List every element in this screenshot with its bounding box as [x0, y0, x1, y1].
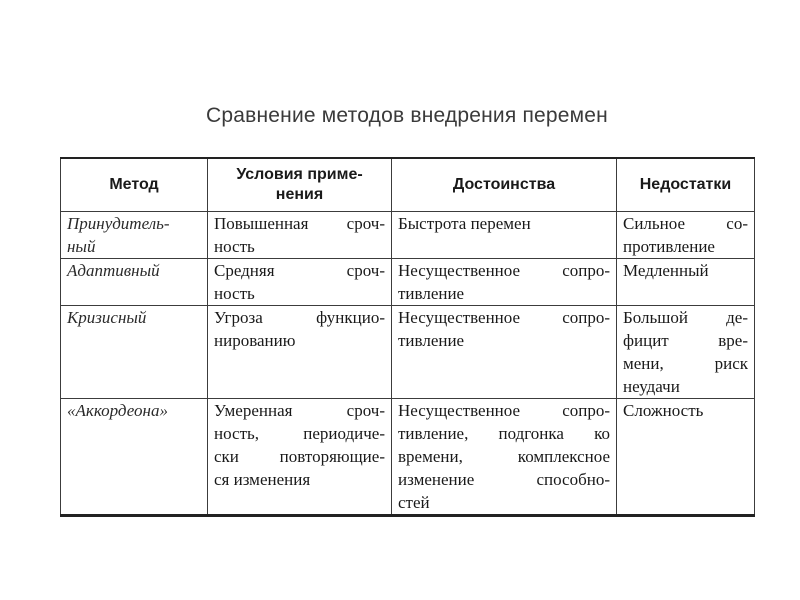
cell-disadvantages-line: неудачи — [623, 377, 680, 396]
cell-method — [61, 306, 208, 399]
cell-conditions-line: ность, периодиче- — [214, 424, 385, 443]
cell-method — [61, 212, 208, 259]
header-disadvantages — [617, 158, 755, 212]
cell-advantages-line: тивление, подгонка ко — [398, 424, 610, 443]
cell-conditions — [208, 306, 392, 399]
cell-advantages-line: Несущественное сопро- — [398, 261, 610, 280]
cell-advantages — [392, 399, 617, 516]
cell-method — [61, 259, 208, 306]
cell-conditions-line: нированию — [214, 331, 296, 350]
cell-advantages — [392, 259, 617, 306]
header-method-label: Метод — [109, 176, 159, 193]
cell-advantages-line: времени, комплексное — [398, 447, 610, 466]
cell-advantages-line: Быстрота перемен — [398, 214, 531, 233]
cell-disadvantages-line: фицит вре- — [623, 331, 748, 350]
cell-disadvantages — [617, 212, 755, 259]
cell-advantages-line: стей — [398, 493, 430, 512]
table-row — [61, 212, 755, 259]
cell-disadvantages — [617, 259, 755, 306]
cell-conditions-line: ность — [214, 284, 255, 303]
header-disadvantages-label: Недостатки — [639, 176, 732, 193]
cell-method — [61, 399, 208, 516]
cell-conditions-line: Угроза функцио- — [214, 308, 385, 327]
cell-method-line: Адаптивный — [67, 261, 160, 280]
cell-conditions — [208, 212, 392, 259]
cell-conditions-line: ность — [214, 237, 255, 256]
cell-advantages-line: Несущественное сопро- — [398, 401, 610, 420]
cell-conditions-line: Умеренная сроч- — [214, 401, 385, 420]
header-conditions-line-1: Условия приме- — [236, 166, 363, 183]
header-advantages-label: Достоинства — [452, 176, 556, 193]
cell-advantages-line: Несущественное сопро- — [398, 308, 610, 327]
table-body — [61, 212, 755, 516]
cell-conditions — [208, 259, 392, 306]
header-conditions-line-2: нения — [275, 186, 324, 203]
cell-disadvantages-line: Сильное со- — [623, 214, 748, 233]
cell-conditions-line: ски повторяющие- — [214, 447, 385, 466]
cell-method-line: «Аккордеона» — [67, 401, 168, 420]
table-row — [61, 306, 755, 399]
table-header-row — [61, 158, 755, 212]
cell-disadvantages — [617, 399, 755, 516]
cell-method-line: Принудитель- — [67, 214, 170, 233]
table-row — [61, 259, 755, 306]
cell-conditions-line: Повышенная сроч- — [214, 214, 385, 233]
cell-disadvantages-line: противление — [623, 237, 715, 256]
header-advantages — [392, 158, 617, 212]
table-row — [61, 399, 755, 516]
cell-advantages-line: тивление — [398, 331, 465, 350]
cell-advantages-line: изменение способно- — [398, 470, 610, 489]
cell-advantages-line: тивление — [398, 284, 465, 303]
cell-advantages — [392, 212, 617, 259]
header-method — [61, 158, 208, 212]
header-conditions — [208, 158, 392, 212]
cell-method-line: ный — [67, 237, 96, 256]
cell-advantages — [392, 306, 617, 399]
cell-disadvantages-line: Медленный — [623, 261, 709, 280]
cell-disadvantages-line: мени, риск — [623, 354, 748, 373]
cell-disadvantages-line: Большой де- — [623, 308, 748, 327]
cell-conditions-line: ся изменения — [214, 470, 311, 489]
cell-method-line: Кризисный — [67, 308, 147, 327]
comparison-table — [60, 157, 755, 517]
cell-disadvantages-line: Сложность — [623, 401, 704, 420]
document-title: Сравнение методов внедрения перемен — [206, 104, 608, 127]
cell-disadvantages — [617, 306, 755, 399]
cell-conditions-line: Средняя сроч- — [214, 261, 385, 280]
cell-conditions — [208, 399, 392, 516]
